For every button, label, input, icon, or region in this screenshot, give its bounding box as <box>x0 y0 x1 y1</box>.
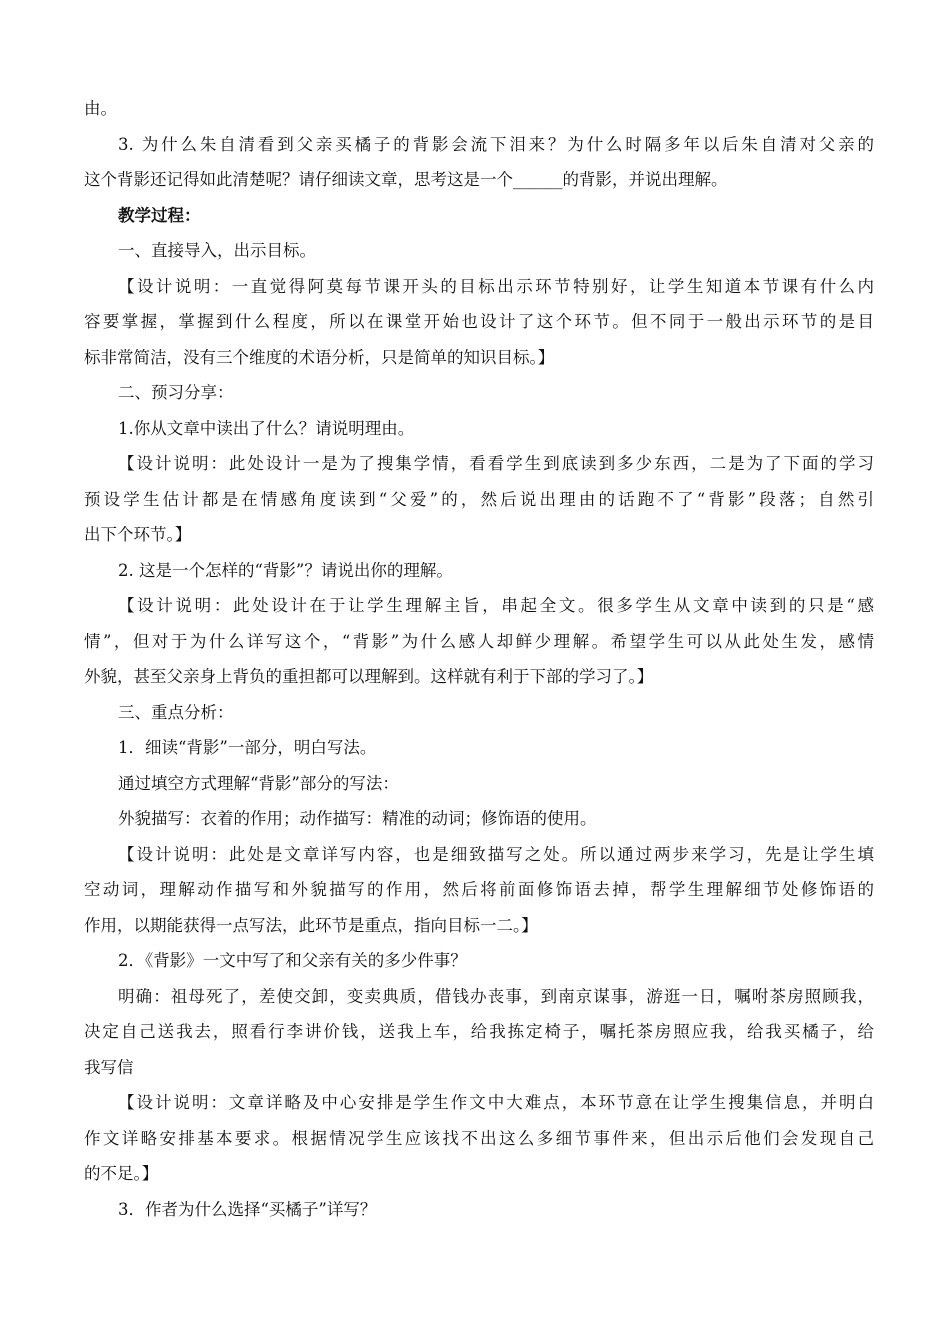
design-note-line: 【设计说明：此处是文章详写内容，也是细致描写之处。所以通过两步来学习，先是让学生填 <box>118 844 874 864</box>
question-line: 1．细读“背影”一部分，明白写法。 <box>118 738 377 757</box>
step-heading-2: 二、预习分享： <box>118 383 234 402</box>
design-note-line: 出下个环节。】 <box>84 525 192 544</box>
design-note-line: 标非常简洁，没有三个维度的术语分析，只是简单的知识目标。】 <box>84 347 555 367</box>
design-note-line: 的不足。】 <box>84 1164 159 1183</box>
question-3-line-1: 3. 为什么朱自清看到父亲买橘子的背影会流下泪来？为什么时隔多年以后朱自清对父亲的 <box>118 134 874 154</box>
design-note-line: 作文详略安排基本要求。根据情况学生应该找不出这么多细节事件来，但出示后他们会发现自己 <box>84 1128 874 1148</box>
document-body <box>84 91 874 1227</box>
design-note-line: 空动词，理解动作描写和外貌描写的作用，然后将前面修饰语去掉，帮学生理解细节处修饰语的 <box>84 880 874 899</box>
design-note-line: 【设计说明：文章详略及中心安排是学生作文中大难点，本环节意在让学生搜集信息，并明白 <box>118 1093 874 1112</box>
text-line: 通过填空方式理解“背影”部分的写法： <box>118 773 399 793</box>
design-note-line: 容要掌握，掌握到什么程度，所以在课堂开始也设计了这个环节。但不同于一般出示环节的是目 <box>84 312 874 331</box>
question-line: 3．作者为什么选择“买橘子”详写？ <box>118 1199 377 1219</box>
step-heading-3: 三、重点分析： <box>118 702 234 722</box>
design-note-line: 作用，以期能获得一点写法，此环节是重点，指向目标一二。】 <box>84 915 538 935</box>
section-heading-teaching-process: 教学过程： <box>118 205 201 225</box>
design-note-line: 【设计说明：此处设计在于让学生理解主旨，串起全文。很多学生从文章中读到的只是“感 <box>118 596 874 615</box>
question-line: 2．《背影》一文中写了和父亲有关的多少件事？ <box>118 951 467 970</box>
answer-line: 决定自己送我去，照看行李讲价钱，送我上车，给我拣定椅子，嘱托茶房照应我，给我买橘子，给 <box>84 1022 874 1041</box>
question-line: 2. 这是一个怎样的“背影”？请说出你的理解。 <box>118 560 453 580</box>
design-note-line: 预设学生估计都是在情感角度读到“父爱”的，然后说出理由的话跑不了“背影”段落；自然引 <box>84 489 874 509</box>
design-note-line: 外貌，甚至父亲身上背负的重担都可以理解到。这样就有利于下部的学习了。】 <box>84 667 654 686</box>
text-line: 由。 <box>84 99 117 118</box>
question-3-line-2: 这个背影还记得如此清楚呢？请仔细读文章，思考这是一个______的背影，并说出理解。 <box>84 170 728 189</box>
question-line: 1.你从文章中读出了什么？请说明理由。 <box>118 418 415 438</box>
answer-line: 我写信 <box>84 1057 134 1077</box>
text-line: 外貌描写：衣着的作用；动作描写：精准的动词；修饰语的使用。 <box>118 809 597 828</box>
design-note-line: 【设计说明：一直觉得阿莫每节课开头的目标出示环节特别好，让学生知道本节课有什么内 <box>118 276 874 296</box>
step-heading-1: 一、直接导入，出示目标。 <box>118 241 316 260</box>
design-note-line: 【设计说明：此处设计一是为了搜集学情，看看学生到底读到多少东西，二是为了下面的学习 <box>118 454 874 473</box>
answer-line: 明确：祖母死了，差使交卸，变卖典质，借钱办丧事，到南京谋事，游逛一日，嘱咐茶房照顾我， <box>118 986 874 1006</box>
design-note-line: 情”，但对于为什么详写这个，“背影”为什么感人却鲜少理解。希望学生可以从此处生发，感情 <box>84 631 874 651</box>
